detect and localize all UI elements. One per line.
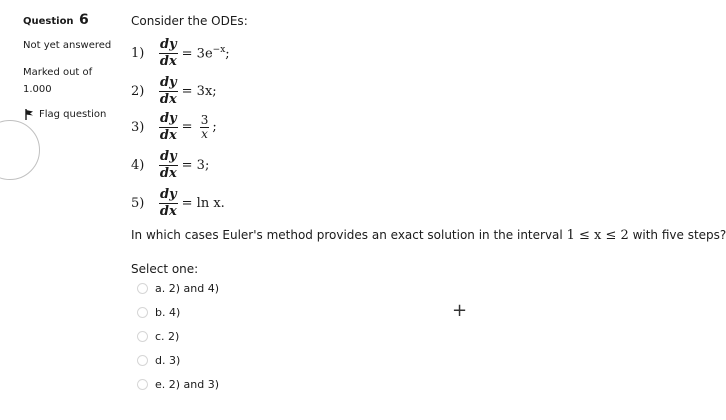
- equation-rhs: = 3x;: [181, 83, 217, 99]
- radio-button[interactable]: [137, 283, 148, 294]
- question-prompt: [131, 228, 726, 243]
- fraction-denominator: dx: [159, 127, 177, 143]
- rhs-fraction-numerator: 3: [200, 113, 209, 128]
- equation-number: 2): [131, 83, 145, 99]
- equation-rhs: = 3;: [181, 157, 210, 173]
- radio-button[interactable]: [137, 307, 148, 318]
- fraction-denominator: dx: [159, 53, 177, 69]
- fraction-denominator: dx: [159, 165, 177, 181]
- answer-option-b[interactable]: [137, 306, 180, 319]
- radio-button[interactable]: [137, 331, 148, 342]
- derivative-fraction: [159, 188, 178, 218]
- ode-equation-2: [131, 76, 217, 106]
- fraction-numerator: dy: [160, 187, 177, 202]
- fraction-denominator: dx: [159, 91, 177, 107]
- flag-icon: [25, 109, 34, 120]
- grade-value: 1.000: [23, 84, 52, 95]
- question-intro: Consider the ODEs:: [131, 14, 248, 28]
- equation-rhs: [182, 45, 230, 61]
- equation-rhs: [182, 114, 217, 140]
- option-label: a. 2) and 4): [155, 282, 220, 295]
- equation-number: 5): [131, 195, 145, 211]
- ode-equation-5: [131, 188, 225, 218]
- rhs-exponent: −x: [212, 44, 226, 55]
- flag-question-label: Flag question: [39, 109, 107, 120]
- decorative-circle: [0, 120, 40, 180]
- rhs-tail: ;: [212, 119, 217, 135]
- radio-button[interactable]: [137, 379, 148, 390]
- prompt-interval: 1 ≤ x ≤ 2: [566, 228, 629, 243]
- fraction-numerator: dy: [160, 75, 177, 90]
- equation-number: 4): [131, 157, 145, 173]
- radio-button[interactable]: [137, 355, 148, 366]
- fraction-numerator: dy: [160, 149, 177, 164]
- option-label: e. 2) and 3): [155, 378, 220, 391]
- ode-equation-1: [131, 38, 230, 68]
- flag-question-button[interactable]: [25, 109, 123, 120]
- select-one-label: Select one:: [131, 262, 199, 276]
- option-label: b. 4): [155, 306, 181, 319]
- derivative-fraction: [159, 38, 178, 68]
- grade-label: Marked out of: [23, 67, 93, 78]
- answer-option-c[interactable]: [137, 330, 179, 343]
- derivative-fraction: [159, 150, 178, 180]
- derivative-fraction: [159, 112, 178, 142]
- equation-number: 3): [131, 119, 145, 135]
- fraction-denominator: dx: [159, 203, 177, 219]
- question-number: 6: [79, 12, 89, 28]
- fraction-numerator: dy: [160, 37, 177, 52]
- crosshair-cursor-icon: +: [452, 300, 468, 321]
- question-label: Question: [23, 16, 74, 27]
- equation-rhs: = ln x.: [181, 195, 225, 211]
- ode-equation-3: [131, 112, 217, 142]
- ode-equation-4: [131, 150, 209, 180]
- rhs-tail: ;: [225, 46, 230, 62]
- option-label: d. 3): [155, 354, 181, 367]
- prompt-text-before: In which cases Euler's method provides an exact solution in the interval: [131, 228, 567, 242]
- question-heading: [23, 12, 123, 28]
- option-label: c. 2): [155, 330, 180, 343]
- answer-option-e[interactable]: [137, 378, 219, 391]
- prompt-text-after: with five steps?: [628, 228, 726, 242]
- rhs-fraction: [200, 114, 210, 140]
- answer-option-a[interactable]: [137, 282, 219, 295]
- question-info-panel: [23, 12, 123, 120]
- answer-option-d[interactable]: [137, 354, 180, 367]
- question-content: [131, 14, 248, 38]
- question-state: Not yet answered: [23, 40, 112, 51]
- rhs-main: = 3e: [181, 46, 213, 62]
- derivative-fraction: [159, 76, 178, 106]
- fraction-numerator: dy: [160, 111, 177, 126]
- rhs-main: =: [181, 119, 193, 135]
- equation-number: 1): [131, 45, 145, 61]
- rhs-fraction-denominator: x: [201, 126, 208, 141]
